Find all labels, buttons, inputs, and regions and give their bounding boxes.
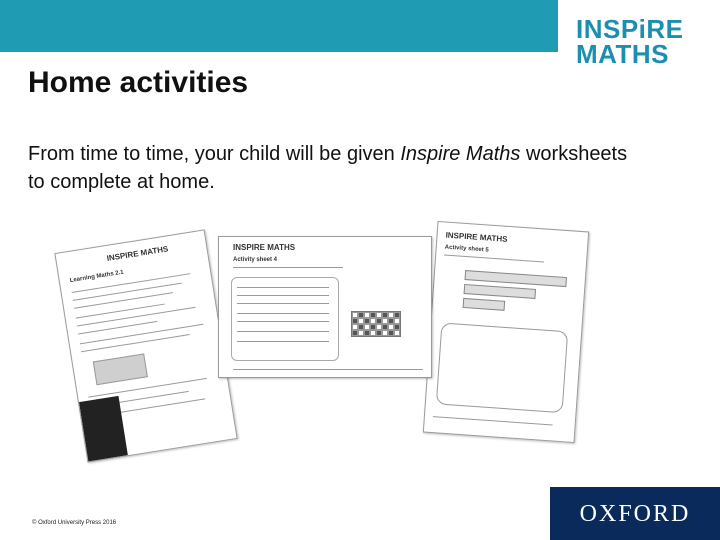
logo-line-2: MATHS — [576, 39, 670, 69]
text-line — [237, 321, 329, 322]
oxford-logo-text: OXFORD — [579, 501, 691, 527]
answer-box — [436, 322, 568, 413]
text-line — [444, 255, 544, 263]
dark-edge — [79, 396, 128, 462]
oxford-logo — [550, 487, 720, 540]
body-text-italic: Inspire Maths — [400, 143, 521, 165]
sheet-heading: Activity sheet 5 — [444, 244, 489, 254]
page-title: Home activities — [28, 66, 249, 99]
checkerboard-grid — [351, 311, 401, 337]
text-line — [237, 295, 329, 296]
text-line — [433, 416, 553, 425]
text-line — [81, 334, 190, 352]
text-line — [237, 331, 329, 332]
worksheet-image-1 — [54, 229, 237, 462]
instructions-box — [231, 277, 339, 361]
body-text-end: worksheets to complete at home. — [28, 143, 628, 193]
body-paragraph — [28, 140, 628, 196]
text-line — [237, 313, 329, 314]
sheet-logo: INSPIRE MATHS — [445, 230, 508, 244]
text-line — [237, 287, 329, 288]
illustration — [93, 353, 148, 385]
logo-line-1: INSPiRE — [576, 14, 684, 44]
body-text-start: From time to time, your child will be given — [28, 143, 401, 165]
text-line — [233, 267, 343, 268]
text-line — [237, 341, 329, 342]
text-line — [74, 292, 173, 309]
text-line — [237, 303, 329, 304]
sheet-heading: Learning Maths 2.1 — [69, 269, 125, 285]
sheet-logo: INSPIRE MATHS — [106, 244, 169, 263]
inspire-maths-logo — [558, 0, 720, 72]
copyright-footer: © Oxford University Press 2016 — [32, 520, 117, 526]
sheet-heading: Activity sheet 4 — [233, 257, 278, 263]
worksheet-image-3 — [423, 221, 589, 443]
text-line — [73, 283, 182, 301]
bar-diagram — [464, 284, 537, 299]
bar-diagram — [463, 298, 506, 311]
text-line — [233, 369, 423, 370]
sheet-logo: INSPIRE MATHS — [233, 243, 296, 252]
worksheet-image-2 — [218, 236, 432, 378]
